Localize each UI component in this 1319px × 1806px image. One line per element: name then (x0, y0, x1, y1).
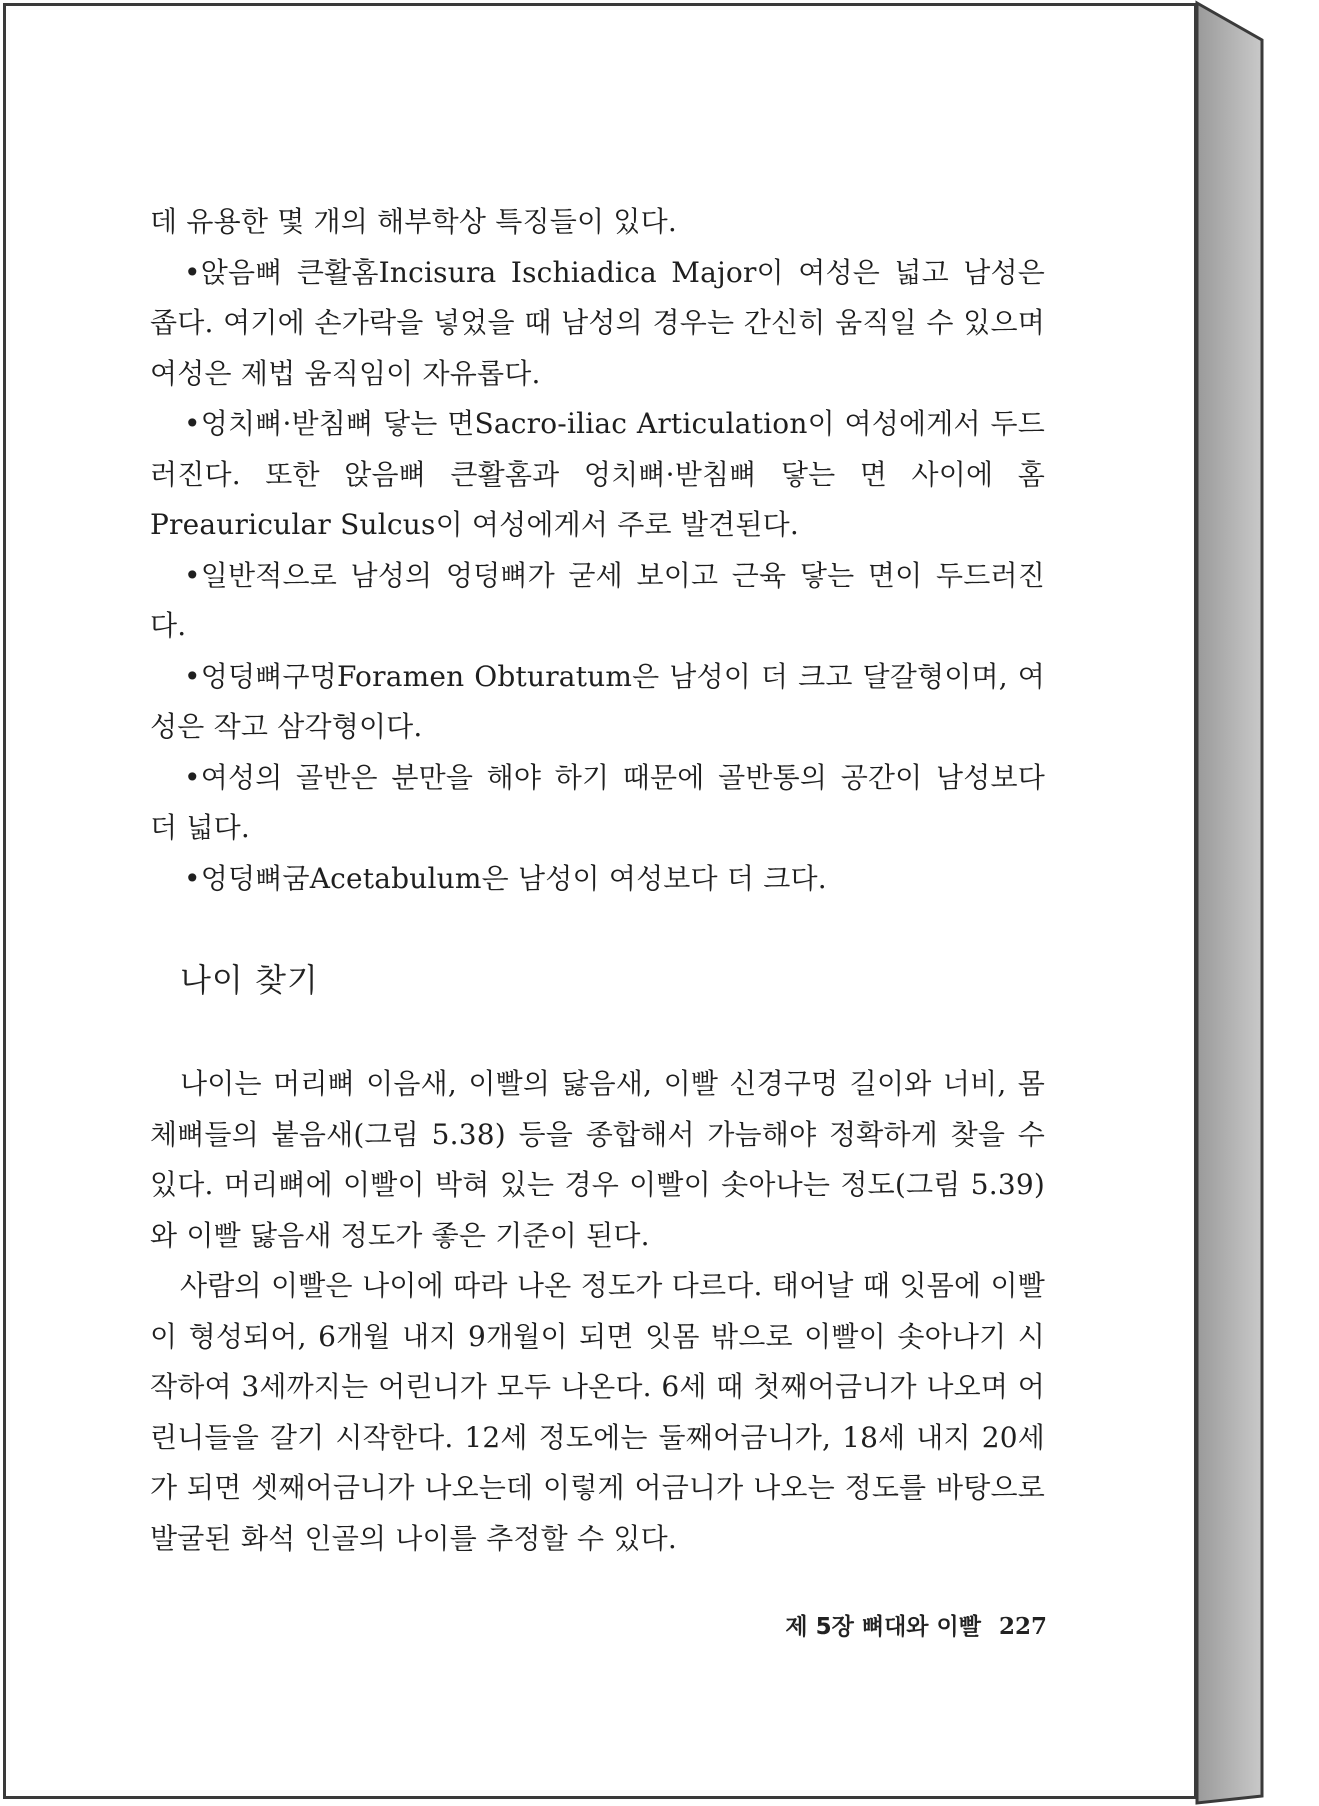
bullet-item: •여성의 골반은 분만을 해야 하기 때문에 골반통의 공간이 남성보다 더 넓다. (150, 760, 1045, 844)
page-number: 227 (998, 1613, 1047, 1640)
body-text-top (150, 197, 1045, 904)
paragraph: 나이는 머리뼈 이음새, 이빨의 닳음새, 이빨 신경구멍 길이와 너비, 몸체뼈들의 붙음새(그림 5.38) 등을 종합해서 가늠해야 정확하게 찾을 수 있다. 머리뼈에 이빨이 박혀 있는 경우 이빨이 솟아나는 정도(그림 5.39)와 이빨 닳음새 정도가 좋은 기준이 된다. (150, 1067, 1045, 1252)
body-text-bottom (150, 1059, 1045, 1564)
bullet-item: •엉덩뼈구멍Foramen Obturatum은 남성이 더 크고 달갈형이며, 여성은 작고 삼각형이다. (150, 659, 1045, 743)
paragraph: 사람의 이빨은 나이에 따라 나온 정도가 다르다. 태어날 때 잇몸에 이빨이 형성되어, 6개월 내지 9개월이 되면 잇몸 밖으로 이빨이 솟아나기 시작하여 3세까지는 어린니가 모두 나온다. 6세 때 첫째어금니가 나오며 어린니들을 갈기 시작한다. 12세 정도에는 둘째어금니가, 18세 내지 20세가 되면 셋째어금니가 나오는데 이렇게 어금니가 나오는 정도를 바탕으로 발굴된 화석 인골의 나이를 추정할 수 있다. (150, 1269, 1045, 1555)
intro-line: 데 유용한 몇 개의 해부학상 특징들이 있다. (150, 205, 677, 238)
page-footer (785, 1608, 1047, 1641)
section-heading: 나이 찾기 (180, 961, 319, 999)
footer-chapter-title: 제 5장 뼈대와 이빨 (785, 1614, 981, 1640)
bullet-item: •엉치뼈·받침뼈 닿는 면Sacro-iliac Articulation이 여성에게서 두드러진다. 또한 앉음뼈 큰활홈과 엉치뼈·받침뼈 닿는 면 사이에 홈Preauricular Sulcus이 여성에게서 주로 발견된다. (150, 407, 1045, 541)
bullet-item: •앉음뼈 큰활홈Incisura Ischiadica Major이 여성은 넓고 남성은 좁다. 여기에 손가락을 넣었을 때 남성의 경우는 간신히 움직일 수 있으며 여성은 제법 움직임이 자유롭다. (150, 255, 1045, 390)
bullet-item: •일반적으로 남성의 엉덩뼈가 굳세 보이고 근육 닿는 면이 두드러진다. (150, 558, 1045, 642)
bullet-item: •엉덩뼈굼Acetabulum은 남성이 여성보다 더 크다. (184, 861, 827, 895)
